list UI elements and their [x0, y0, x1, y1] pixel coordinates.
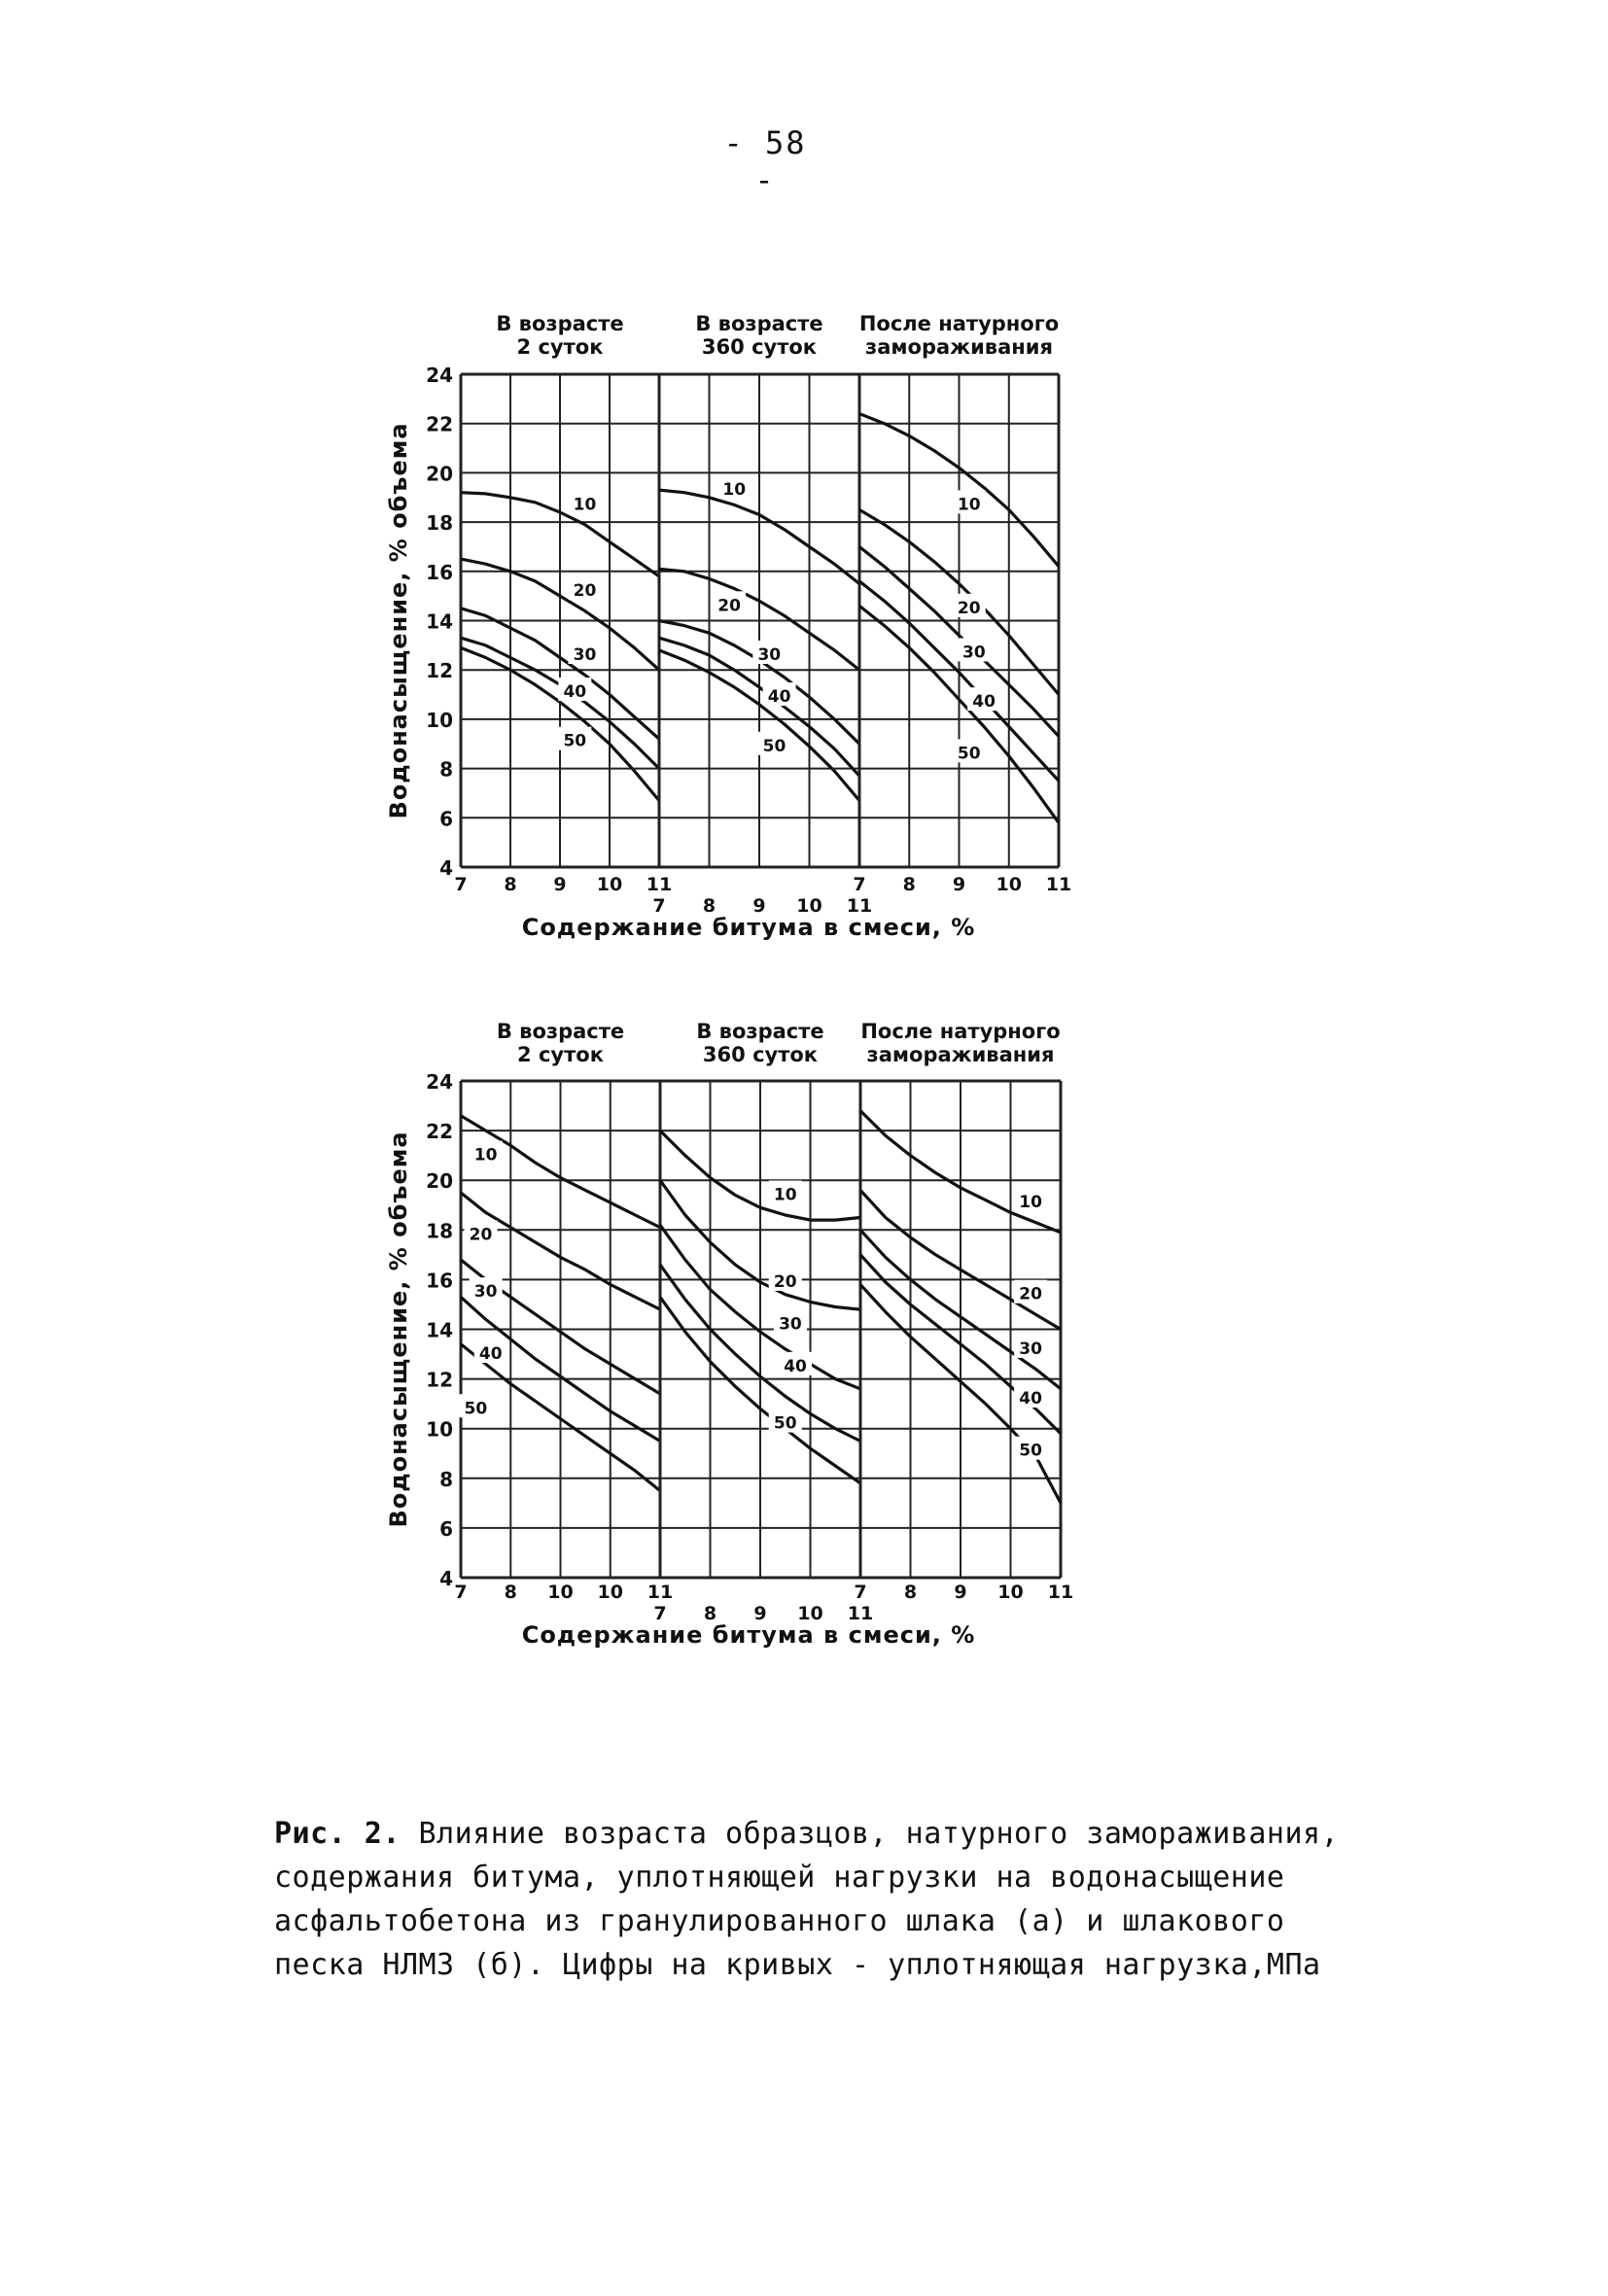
- y-tick-label: 18: [426, 511, 453, 536]
- x-tick-label: 11: [847, 1603, 874, 1624]
- x-tick-label: 7: [853, 874, 866, 895]
- x-tick-label: 10: [596, 874, 623, 895]
- y-tick-label: 10: [426, 708, 453, 732]
- panel-title: В возрасте: [496, 312, 624, 335]
- x-tick-label: 9: [753, 1603, 767, 1624]
- y-tick-label: 12: [426, 1368, 453, 1392]
- curve-label: 50: [464, 1399, 488, 1419]
- curve-label: 20: [773, 1271, 797, 1292]
- x-tick-label: 11: [646, 874, 673, 895]
- y-tick-label: 6: [439, 1516, 453, 1541]
- curve-label: 10: [473, 1145, 498, 1165]
- y-tick-label: 16: [426, 1269, 453, 1293]
- curve-label: 30: [779, 1314, 802, 1335]
- y-tick-label: 22: [426, 1120, 453, 1144]
- y-axis-label: Водонасыщение, % объема: [385, 1131, 412, 1528]
- caption-figure-number: Рис. 2.: [274, 1817, 401, 1851]
- curve-label: 40: [784, 1356, 807, 1376]
- y-tick-label: 8: [439, 1467, 453, 1491]
- x-tick-label: 7: [454, 874, 468, 895]
- x-tick-label: 7: [854, 1582, 867, 1603]
- panel-title: 2 суток: [517, 1043, 604, 1066]
- x-tick-label: 10: [547, 1582, 574, 1603]
- caption-line-1: [274, 1812, 1402, 1856]
- panel-title: В возрасте: [695, 312, 823, 335]
- x-tick-label: 8: [903, 1582, 918, 1603]
- caption-line-4: песка НЛМЗ (б). Цифры на кривых - уплотняющая нагрузка,МПа: [274, 1948, 1321, 1982]
- x-tick-label: 11: [846, 895, 873, 917]
- curve-label: 20: [957, 598, 981, 618]
- curve-label: 10: [957, 495, 981, 515]
- x-tick-label: 8: [902, 874, 916, 895]
- x-tick-label: 10: [996, 874, 1022, 895]
- panel-title: замораживания: [866, 1043, 1055, 1066]
- y-tick-label: 8: [439, 757, 453, 782]
- curve-label: 50: [773, 1413, 797, 1434]
- curve-label: 50: [1019, 1441, 1042, 1461]
- page-number: - 58 -: [723, 124, 807, 198]
- curve-label: 30: [573, 644, 597, 665]
- curve-label: 30: [962, 643, 986, 663]
- panel-title: В возрасте: [696, 1020, 824, 1043]
- x-tick-label: 10: [997, 1582, 1024, 1603]
- x-tick-label: 10: [796, 895, 822, 917]
- panel-title: В возрасте: [496, 1020, 625, 1043]
- curve-label: 10: [1019, 1193, 1042, 1213]
- x-axis-label: Содержание битума в смеси, %: [521, 1621, 976, 1649]
- x-axis-label: Содержание битума в смеси, %: [521, 914, 976, 941]
- x-tick-label: 10: [797, 1603, 823, 1624]
- x-tick-label: 7: [653, 1603, 667, 1624]
- curve-label: 20: [469, 1225, 493, 1245]
- curve-label: 50: [762, 736, 787, 756]
- y-tick-label: 4: [439, 1567, 453, 1590]
- curve-label: 40: [972, 692, 996, 713]
- y-tick-label: 12: [426, 659, 453, 683]
- x-tick-label: 8: [703, 1603, 717, 1624]
- curve-label: 30: [757, 644, 782, 665]
- y-tick-label: 14: [426, 1318, 453, 1342]
- caption-line-2: содержания битума, уплотняющей нагрузки на водонасыщение: [274, 1861, 1285, 1895]
- y-tick-label: 20: [426, 1169, 453, 1194]
- x-tick-label: 9: [553, 874, 567, 895]
- y-tick-label: 10: [426, 1417, 453, 1442]
- x-tick-label: 8: [504, 1582, 517, 1603]
- curve-label: 40: [478, 1344, 503, 1365]
- y-axis-label: Водонасыщение, % объема: [385, 422, 412, 819]
- y-tick-label: 14: [426, 609, 453, 634]
- curve-label: 40: [1019, 1389, 1042, 1409]
- y-tick-label: 20: [426, 462, 453, 486]
- curve-label: 30: [473, 1282, 498, 1303]
- x-tick-label: 7: [652, 895, 666, 917]
- x-tick-label: 10: [597, 1582, 623, 1603]
- curve-label: 50: [957, 744, 981, 764]
- x-tick-label: 7: [454, 1582, 468, 1603]
- y-tick-label: 6: [439, 807, 453, 831]
- curve-label: 30: [1019, 1339, 1042, 1359]
- y-tick-label: 24: [426, 364, 453, 387]
- x-tick-label: 9: [954, 1582, 967, 1603]
- panel-title: 360 суток: [701, 335, 818, 359]
- caption-line-3: асфальтобетона из гранулированного шлака (а) и шлакового: [274, 1904, 1285, 1938]
- curve-label: 10: [722, 480, 747, 501]
- y-tick-label: 4: [439, 856, 453, 880]
- curve-label: 20: [573, 581, 597, 602]
- x-tick-label: 11: [647, 1582, 674, 1603]
- x-tick-label: 8: [702, 895, 717, 917]
- x-tick-label: 9: [752, 895, 766, 917]
- curve-label: 20: [717, 596, 741, 616]
- y-tick-label: 16: [426, 560, 453, 584]
- curve-label: 10: [573, 495, 597, 515]
- panel-title: замораживания: [865, 335, 1053, 359]
- y-tick-label: 22: [426, 412, 453, 436]
- panel-title: 2 суток: [516, 335, 604, 359]
- curve-label: 40: [767, 687, 791, 708]
- panel-title: После натурного: [860, 1020, 1061, 1043]
- caption-text-1: Влияние возраста образцов, натурного замораживания,: [400, 1817, 1340, 1851]
- curve-label: 10: [773, 1185, 797, 1205]
- curve-label: 40: [563, 682, 587, 703]
- x-tick-label: 11: [1045, 874, 1072, 895]
- panel-title: После натурного: [858, 312, 1060, 335]
- curve-label: 50: [563, 731, 587, 751]
- x-tick-label: 11: [1047, 1582, 1074, 1603]
- panel-title: 360 суток: [702, 1043, 819, 1066]
- y-tick-label: 24: [426, 1070, 453, 1094]
- x-tick-label: 9: [952, 874, 966, 895]
- curve-label: 20: [1019, 1284, 1042, 1305]
- y-tick-label: 18: [426, 1219, 453, 1243]
- figure-caption: [274, 1812, 1402, 1987]
- x-tick-label: 8: [504, 874, 517, 895]
